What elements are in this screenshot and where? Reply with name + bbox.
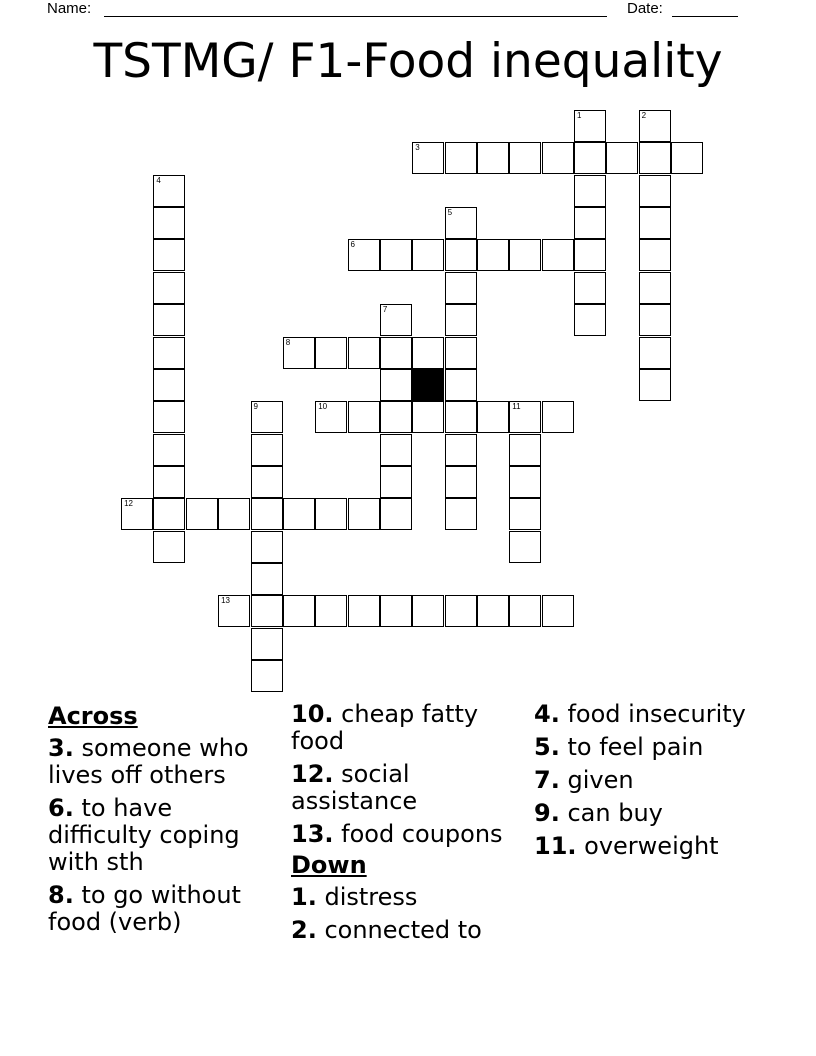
clue-text: food insecurity <box>567 700 746 728</box>
clue-down-5 <box>534 734 769 761</box>
cell-number: 6 <box>350 240 355 250</box>
clue-across-12 <box>291 761 526 815</box>
clue-down-1 <box>291 884 526 911</box>
clue-number: 8. <box>48 881 74 909</box>
clue-down-4 <box>534 701 769 728</box>
across-heading: Across <box>48 702 138 730</box>
clue-text: to go without food (verb) <box>48 881 241 936</box>
date-label: Date: <box>627 0 663 17</box>
clue-down-9 <box>534 800 769 827</box>
clue-text: given <box>567 766 634 794</box>
cell-number: 4 <box>156 175 161 185</box>
cell-number: 5 <box>447 208 453 218</box>
clue-column-1 <box>48 701 283 942</box>
clue-text: cheap fatty food <box>291 700 479 755</box>
clue-number: 5. <box>534 733 560 761</box>
clue-text: social assistance <box>291 760 418 815</box>
clue-text: someone who lives off others <box>48 734 249 789</box>
clue-down-7 <box>534 767 769 794</box>
clue-column-3 <box>534 701 769 866</box>
cell-number: 13 <box>221 596 230 606</box>
clue-across-8 <box>48 882 283 936</box>
clue-across-6 <box>48 795 283 876</box>
cell-number: 12 <box>124 499 133 509</box>
clue-number: 4. <box>534 700 560 728</box>
clue-number: 7. <box>534 766 560 794</box>
clue-text: distress <box>324 883 418 911</box>
clue-text: connected to <box>324 916 482 944</box>
cell-number: 7 <box>382 305 388 315</box>
page-title: TSTMG/ F1-Food inequality <box>93 34 723 89</box>
clue-number: 3. <box>48 734 74 762</box>
clue-across-3 <box>48 735 283 789</box>
cell-number: 2 <box>641 111 647 120</box>
clue-number: 1. <box>291 883 317 911</box>
down-heading: Down <box>291 851 367 879</box>
cell-number: 3 <box>415 143 420 153</box>
cell-number: 1 <box>577 111 582 120</box>
clue-number: 13. <box>291 820 334 848</box>
clue-number: 6. <box>48 794 74 822</box>
clue-down-11 <box>534 833 769 860</box>
clue-number: 11. <box>534 832 577 860</box>
cell-number: 11 <box>512 402 521 412</box>
cell-number: 9 <box>253 402 258 412</box>
clue-number: 2. <box>291 916 317 944</box>
clue-across-10 <box>291 701 526 755</box>
clue-number: 12. <box>291 760 334 788</box>
clue-text: to have difficulty coping with sth <box>48 794 240 876</box>
clue-text: food coupons <box>341 820 503 848</box>
clue-number: 10. <box>291 700 334 728</box>
clue-text: can buy <box>567 799 663 827</box>
cell-number: 8 <box>285 337 291 347</box>
clue-text: to feel pain <box>567 733 704 761</box>
cell-number: 10 <box>318 402 328 412</box>
clue-across-13 <box>291 821 526 848</box>
clue-down-2 <box>291 917 526 944</box>
clue-column-2 <box>291 701 526 950</box>
name-label: Name: <box>47 0 92 17</box>
clue-number: 9. <box>534 799 560 827</box>
clue-text: overweight <box>584 832 719 860</box>
